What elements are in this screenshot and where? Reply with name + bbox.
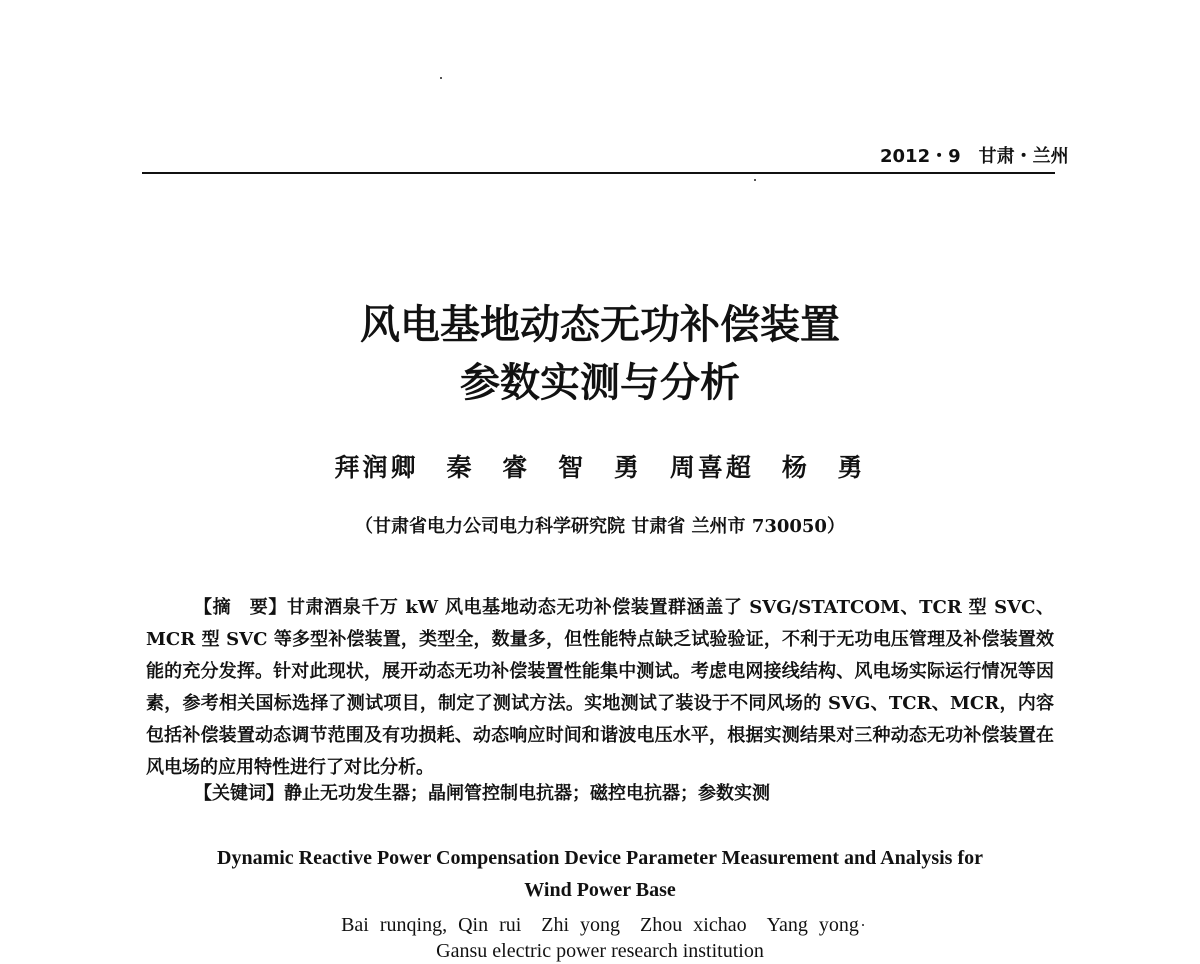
abstract-label: 【摘 要】 (194, 597, 287, 618)
header-rule (142, 172, 1055, 174)
english-author-list: Bai runqing, Qin rui Zhi yong Zhou xichao Yang yong (341, 914, 859, 936)
affiliation: （甘肃省电力公司电力科学研究院 甘肃省 兰州市 730050） (355, 516, 845, 537)
keywords-text: 静止无功发生器；晶闸管控制电抗器；磁控电抗器；参数实测 (284, 783, 770, 804)
abstract (146, 592, 1054, 784)
author-list: 拜润卿 秦 睿 智 勇 周喜超 杨 勇 (334, 453, 866, 482)
english-title (140, 842, 1060, 906)
title-line-2: 参数实测与分析 (460, 359, 740, 406)
english-affiliation: Gansu electric power research institution (436, 940, 764, 962)
keywords-label: 【关键词】 (194, 783, 284, 804)
keywords (194, 778, 1054, 810)
english-title-line-2: Wind Power Base (524, 879, 676, 901)
running-header: 2012・9 甘肃・兰州 (880, 146, 1069, 167)
english-title-line-1: Dynamic Reactive Power Compensation Device Parameter Measurement and Analysis for (217, 847, 983, 869)
paper-title (190, 296, 1010, 412)
scan-speck (754, 179, 756, 181)
title-line-1: 风电基地动态无功补偿装置 (360, 301, 840, 348)
scan-speck (440, 77, 442, 79)
abstract-text: 甘肃酒泉千万 kW 风电基地动态无功补偿装置群涵盖了 SVG/STATCOM、TCR 型 SVC、MCR 型 SVC 等多型补偿装置，类型全，数量多，但性能特点缺乏试验验证，不利于无功电压管理及补偿装置效能的充分发挥。针对此现状，展开动态无功补偿装置性能集中测试。考虑电网接线结构、风电场实际运行情况等因素，参考相关国标选择了测试项目，制定了测试方法。实地测试了装设于不同风场的 SVG、TCR、MCR，内容包括补偿装置动态调节范围及有功损耗、动态响应时间和谐波电压水平，根据实测结果对三种动态无功补偿装置在风电场的应用特性进行了对比分析。 (146, 597, 1054, 778)
